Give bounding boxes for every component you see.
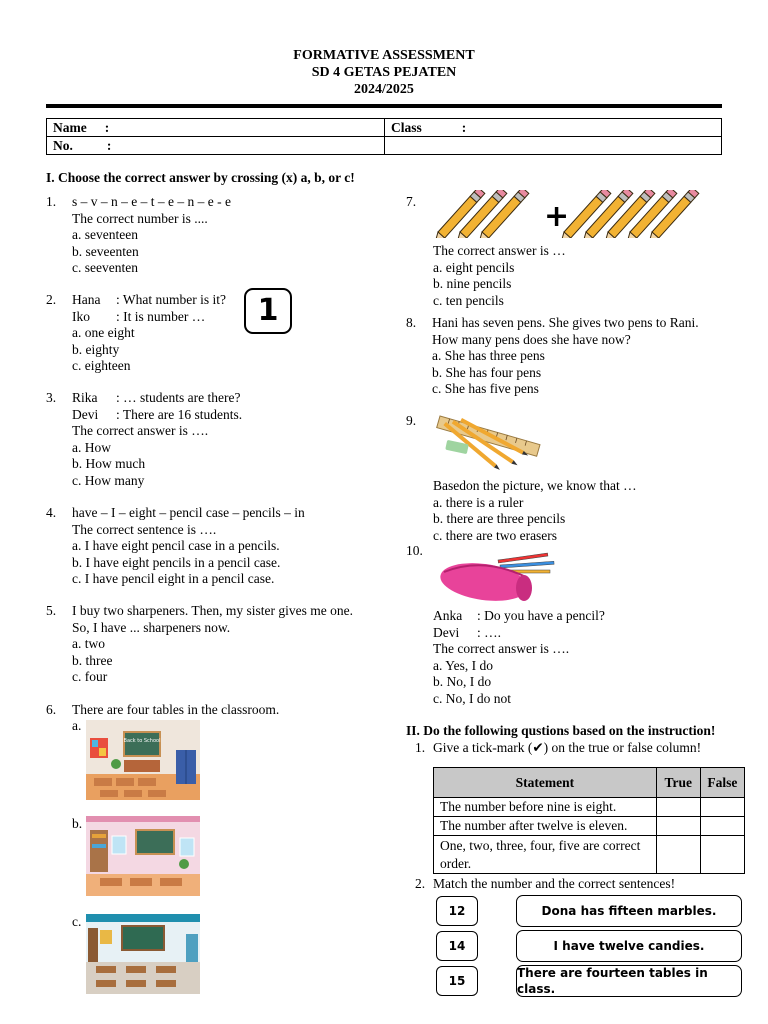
option-a[interactable]: a. eight pencils: [433, 259, 515, 275]
option-b[interactable]: b.: [72, 816, 83, 831]
table-row: [434, 798, 745, 817]
student-info-table: [46, 118, 722, 155]
true-false-table: [433, 767, 745, 874]
classroom-image-b: [86, 816, 200, 896]
pencils-image: [434, 190, 702, 238]
question-4: 4. have – I – eight – pencil case – pencils – in The correct sentence is …. a. I have eight pencil case in a pencils. b. I have eight pencils in a pencil case. c. I have pencil eight in a pencil case.: [46, 505, 305, 586]
question-1: 1. s – v – n – e – t – e – n – e - e The correct number is .... a. seventeen b. seveenten c. seeventen: [46, 194, 231, 275]
statement-cell: One, two, three, four, five are correct order.: [434, 836, 657, 874]
board-text: Back to School: [123, 738, 161, 744]
question-2: 2. Hana : What number is it? Iko : It is number … a. one eight b. eighty c. eighteen: [46, 292, 226, 373]
option-b[interactable]: b. there are three pencils: [433, 511, 566, 526]
option-a[interactable]: a. She has three pens: [432, 348, 545, 363]
statement-header: Statement: [434, 768, 657, 798]
sentence-box[interactable]: There are fourteen tables in class.: [516, 965, 742, 997]
task-2: 2. Match the number and the correct sentences!: [415, 876, 676, 891]
question-7: 7.: [406, 194, 417, 209]
table-row: [434, 836, 745, 874]
question-10-text: Anka : Do you have a pencil? Devi : …. The correct answer is …. a. Yes, I do b. No, I do c. No, I do not: [433, 608, 733, 708]
option-b[interactable]: b. eighty: [72, 341, 120, 357]
option-b[interactable]: b. seveenten: [72, 243, 139, 259]
option-c[interactable]: c. four: [72, 669, 108, 684]
false-cell[interactable]: [700, 836, 744, 874]
task-1: 1. Give a tick-mark (✔) on the true or false column!: [415, 740, 702, 755]
option-b[interactable]: b. nine pencils: [433, 276, 512, 291]
classroom-image-c: [86, 914, 200, 994]
plus-sign: +: [544, 199, 570, 234]
sentence-box[interactable]: I have twelve candies.: [516, 930, 742, 962]
option-a[interactable]: a. I have eight pencil case in a pencils.: [72, 538, 280, 553]
question-9: 9.: [406, 413, 417, 428]
sentence-box[interactable]: Dona has fifteen marbles.: [516, 895, 742, 927]
number-box[interactable]: 15: [436, 966, 478, 996]
number-one-card: 1: [244, 288, 292, 334]
option-b[interactable]: b. three: [72, 652, 113, 668]
option-a[interactable]: a. How: [72, 439, 111, 455]
false-header: False: [700, 768, 744, 798]
option-b[interactable]: b. She has four pens: [432, 364, 542, 380]
number-field[interactable]: No. :: [47, 137, 385, 155]
question-3: 3. Rika : … students are there? Devi : There are 16 students. The correct answer is …. a. How b. How much c. How many: [46, 390, 243, 488]
option-c[interactable]: c. eighteen: [72, 358, 131, 373]
option-c[interactable]: c. She has five pens: [432, 381, 539, 396]
true-cell[interactable]: [656, 836, 700, 874]
option-c[interactable]: c. I have pencil eight in a pencil case.: [72, 571, 275, 586]
school-name: SD 4 GETAS PEJATEN: [311, 65, 457, 80]
option-a[interactable]: a. one eight: [72, 325, 135, 340]
question-7-text: The correct answer is … a. eight pencils b. nine pencils c. ten pencils: [433, 243, 733, 313]
statement-cell: The number before nine is eight.: [434, 798, 657, 817]
option-c[interactable]: c. No, I do not: [433, 690, 511, 706]
true-cell[interactable]: [656, 817, 700, 836]
false-cell[interactable]: [700, 798, 744, 817]
number-box[interactable]: 12: [436, 896, 478, 926]
pencil-case-image: [438, 552, 562, 608]
option-a[interactable]: a. seventeen: [72, 227, 138, 242]
section-2-title: II. Do the following qustions based on the instruction!: [406, 723, 716, 738]
classroom-image-a: [86, 720, 200, 800]
option-c[interactable]: c. there are two erasers: [433, 527, 558, 543]
doc-title: FORMATIVE ASSESSMENT: [293, 48, 475, 63]
question-6: 6. There are four tables in the classroom.: [46, 702, 280, 717]
option-a[interactable]: a. Yes, I do: [433, 657, 494, 673]
option-a[interactable]: a. two: [72, 636, 105, 651]
true-cell[interactable]: [656, 798, 700, 817]
option-b[interactable]: b. I have eight pencils in a pencil case.: [72, 554, 281, 570]
option-c[interactable]: c. seeventen: [72, 260, 138, 275]
option-a[interactable]: a. there is a ruler: [433, 494, 524, 510]
option-b[interactable]: b. How much: [72, 456, 146, 471]
true-header: True: [656, 768, 700, 798]
question-8: 8. Hani has seven pens. She gives two pens to Rani. How many pens does she have now? a. She has three pens b. She has four pens c. She has five pens: [406, 315, 699, 396]
false-cell[interactable]: [700, 817, 744, 836]
ruler-pencils-image: [432, 408, 546, 474]
empty-cell: [385, 137, 722, 155]
question-5: 5. I buy two sharpeners. Then, my sister gives me one. So, I have ... sharpeners now. a. two b. three c. four: [46, 603, 353, 684]
statement-cell: The number after twelve is eleven.: [434, 817, 657, 836]
question-10: 10.: [406, 543, 423, 558]
option-c[interactable]: c. ten pencils: [433, 292, 504, 308]
option-b[interactable]: b. No, I do: [433, 674, 492, 689]
class-field[interactable]: Class :: [385, 119, 722, 137]
option-c[interactable]: c.: [72, 914, 82, 929]
number-box[interactable]: 14: [436, 931, 478, 961]
option-c[interactable]: c. How many: [72, 472, 145, 488]
name-field[interactable]: Name :: [47, 119, 385, 137]
section-1-title: I. Choose the correct answer by crossing (x) a, b, or c!: [46, 170, 355, 185]
school-year: 2024/2025: [354, 82, 414, 97]
option-a[interactable]: a.: [72, 718, 82, 733]
table-row: [434, 817, 745, 836]
question-9-text: Basedon the picture, we know that … a. there is a ruler b. there are three pencils c. there are two erasers: [433, 478, 733, 548]
header-rule: [46, 104, 722, 108]
